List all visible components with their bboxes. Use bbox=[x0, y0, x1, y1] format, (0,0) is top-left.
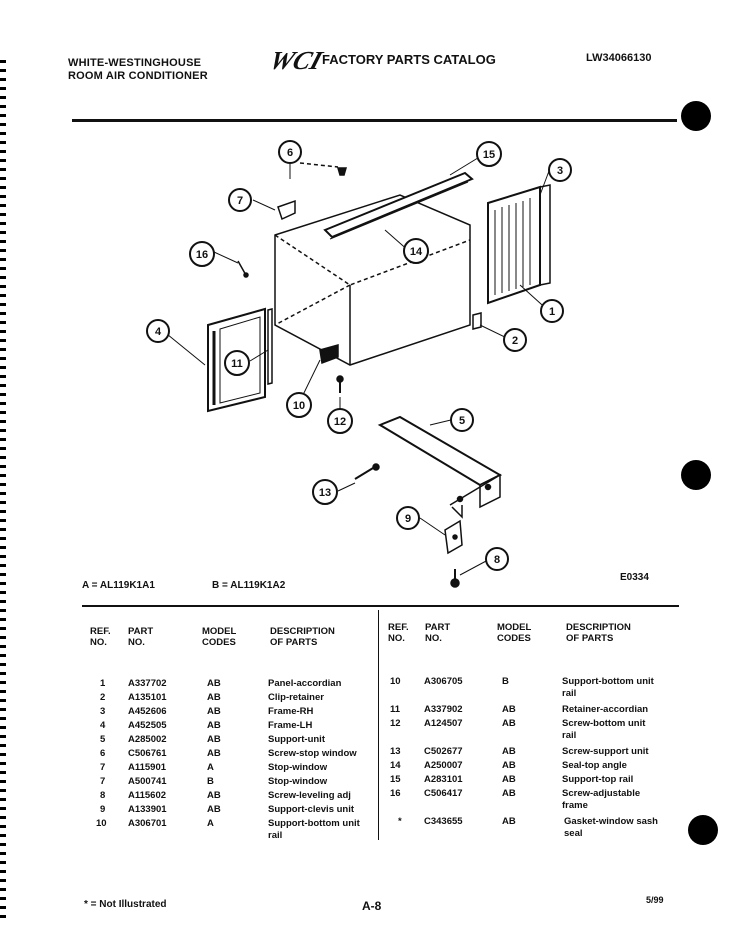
svg-text:10: 10 bbox=[292, 400, 306, 412]
page-number: A-8 bbox=[362, 899, 382, 913]
callout-7 bbox=[229, 189, 251, 211]
callout-4 bbox=[147, 320, 169, 342]
svg-text:9: 9 bbox=[404, 513, 412, 525]
callout-12 bbox=[328, 409, 352, 433]
svg-text:4: 4 bbox=[154, 326, 162, 338]
svg-text:6: 6 bbox=[286, 147, 294, 159]
callout-10 bbox=[287, 393, 311, 417]
callout-13 bbox=[313, 480, 337, 504]
binder-hole bbox=[681, 101, 711, 131]
brand-block bbox=[68, 57, 208, 83]
svg-text:16: 16 bbox=[195, 249, 209, 261]
header-description: DESCRIPTION OF PARTS bbox=[566, 622, 631, 644]
header-rule bbox=[72, 119, 677, 122]
callout-5 bbox=[451, 409, 473, 431]
callout-8 bbox=[486, 548, 508, 570]
callout-15 bbox=[477, 142, 501, 166]
svg-text:14: 14 bbox=[409, 246, 423, 258]
svg-text:7: 7 bbox=[236, 195, 244, 207]
callout-2 bbox=[504, 329, 526, 351]
svg-text:WCI: WCI bbox=[265, 45, 327, 75]
svg-text:2: 2 bbox=[511, 335, 519, 347]
svg-text:1: 1 bbox=[548, 306, 556, 318]
header-model-codes: MODEL CODES bbox=[497, 622, 532, 644]
catalog-title: FACTORY PARTS CATALOG bbox=[322, 52, 496, 67]
svg-text:11: 11 bbox=[231, 358, 243, 370]
callout-3 bbox=[549, 159, 571, 181]
binder-hole bbox=[681, 460, 711, 490]
catalog-number: LW34066130 bbox=[586, 52, 652, 64]
callout-14 bbox=[404, 239, 428, 263]
callout-11 bbox=[225, 351, 249, 375]
header-ref-no: REF. NO. bbox=[90, 626, 111, 648]
brand-name: WHITE-WESTINGHOUSE bbox=[68, 57, 202, 69]
callout-1 bbox=[541, 300, 563, 322]
revision-date: 5/99 bbox=[646, 895, 664, 905]
svg-text:15: 15 bbox=[482, 149, 496, 161]
model-b-legend: B = AL119K1A2 bbox=[212, 580, 286, 591]
model-a-legend: A = AL119K1A1 bbox=[82, 580, 155, 591]
svg-text:3: 3 bbox=[556, 165, 564, 177]
svg-text:13: 13 bbox=[318, 487, 332, 499]
not-illustrated-note: * = Not Illustrated bbox=[84, 899, 167, 910]
product-type: ROOM AIR CONDITIONER bbox=[68, 70, 208, 82]
header-description: DESCRIPTION OF PARTS bbox=[270, 626, 335, 648]
header-ref-no: REF. NO. bbox=[388, 622, 409, 644]
figure-id: E0334 bbox=[620, 572, 649, 583]
callout-9 bbox=[397, 507, 419, 529]
table-column-divider bbox=[378, 610, 379, 840]
scan-edge bbox=[0, 60, 6, 920]
svg-text:5: 5 bbox=[458, 415, 466, 427]
header-part-no: PART NO. bbox=[425, 622, 451, 644]
header-model-codes: MODEL CODES bbox=[202, 626, 237, 648]
wci-logo bbox=[265, 44, 327, 75]
svg-text:12: 12 bbox=[333, 416, 347, 428]
callout-16 bbox=[190, 242, 214, 266]
binder-hole bbox=[688, 815, 718, 845]
table-top-rule bbox=[82, 605, 679, 607]
callout-6 bbox=[279, 141, 301, 163]
header-part-no: PART NO. bbox=[128, 626, 154, 648]
svg-text:8: 8 bbox=[493, 554, 501, 566]
exploded-parts-diagram bbox=[100, 135, 660, 595]
